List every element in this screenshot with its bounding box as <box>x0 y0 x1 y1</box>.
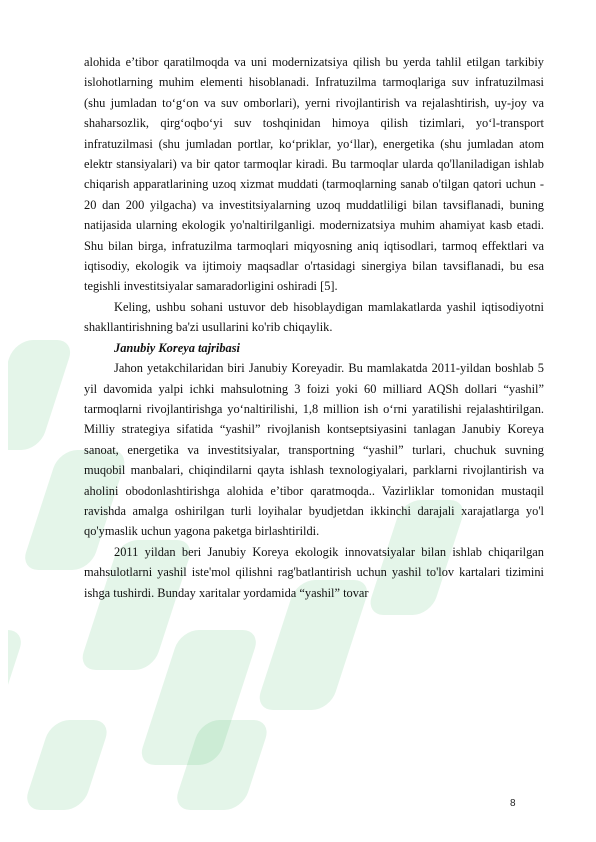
document-body <box>84 52 544 603</box>
section-heading: Janubiy Koreya tajribasi <box>114 340 240 355</box>
paragraph-continuation: alohida e’tibor qaratilmoqda va uni modernizatsiya qilish bu yerda tahlil etilgan tarkibiy islohotlarning muhim elementi hisoblanadi. Infratuzilma tarmoqlariga suv infratuzilmasi (shu jumladan to‘g‘on va suv omborlari), yerni rivojlantirish va rejalashtirish, uy-joy va shaharsozlik, qirg‘oqbo‘yi suv toshqinidan himoya qilish tizimlari, yo‘l-transport infratuzilmasi (shu jumladan portlar, ko‘priklar, yo‘llar), energetika (shu jumladan atom elektr stansiyalari) va bir qator tarmoqlar kiradi. Bu tarmoqlar ularda qo'llaniladigan ishlab chiqarish apparatlarining uzoq xizmat muddati (tarmoqlarning sanab o'tilgan qatori uchun - 20 dan 200 yilgacha) va investitsiyalarning uzoq muddatliligi bilan tavsiflanadi, buning natijasida ularning ekologik yo'naltirilganligi. modernizatsiya muhim ahamiyat kasb etadi. Shu bilan birga, infratuzilma tarmoqlari miqyosning aniq iqtisodlari, tarmoq effektlari va iqtisodiy, ekologik va ijtimoiy maqsadlar o'rtasidagi sinergiya bilan tavsiflanadi, bu esa tegishli investitsiyalar samaradorligini oshiradi [5]. <box>84 55 544 294</box>
watermark-shape <box>8 340 75 450</box>
paragraph-green-payment-cards: 2011 yildan beri Janubiy Koreya ekologik innovatsiyalar bilan ishlab chiqarilgan mahsulotlarni yashil iste'mol qilishni rag'batlantirish uchun yashil to'lov kartalari tizimini ishga tushirdi. Bunday xaritalar yordamida “yashil” tovar <box>84 544 544 600</box>
page-number: 8 <box>510 798 516 809</box>
paragraph-south-korea-plan: Jahon yetakchilaridan biri Janubiy Koreyadir. Bu mamlakatda 2011-yildan boshlab 5 yil davomida yalpi ichki mahsulotning 3 foizi yoki 60 milliard AQSh dollari “yashil” tarmoqlarni rivojlantirishga yo‘naltirilishi, 1,8 million ish o‘rni yaratilishi rejalashtirilgan. Milliy strategiya sifatida “yashil” rivojlanish kontseptsiyasini tanlagan Janubiy Koreya sanoat, energetika va investitsiyalar, transportning “yashil” turlari, chuchuk suvning muqobil manbalari, chiqindilarni qayta ishlash texnologiyalari, parklarni rivojlantirish va aholini obodonlashtirishga alohida e’tibor qaratmoqda.. Vazirliklar tomonidan mustaqil ravishda amalga oshirilgan turli loyihalar byudjetdan ikkinchi darajali xarajatlarga yo'l qo'ymaslik uchun yagona paketga birlashtirildi. <box>84 361 544 539</box>
watermark-shape <box>137 630 261 765</box>
watermark-shape <box>172 720 271 810</box>
paragraph-intro-methods: Keling, ushbu sohani ustuvor deb hisoblaydigan mamlakatlarda yashil iqtisodiyotni shakllantirishning ba'zi usullarini ko'rib chiqaylik. <box>84 299 544 335</box>
watermark-shape <box>8 630 26 750</box>
watermark-shape <box>22 720 111 810</box>
